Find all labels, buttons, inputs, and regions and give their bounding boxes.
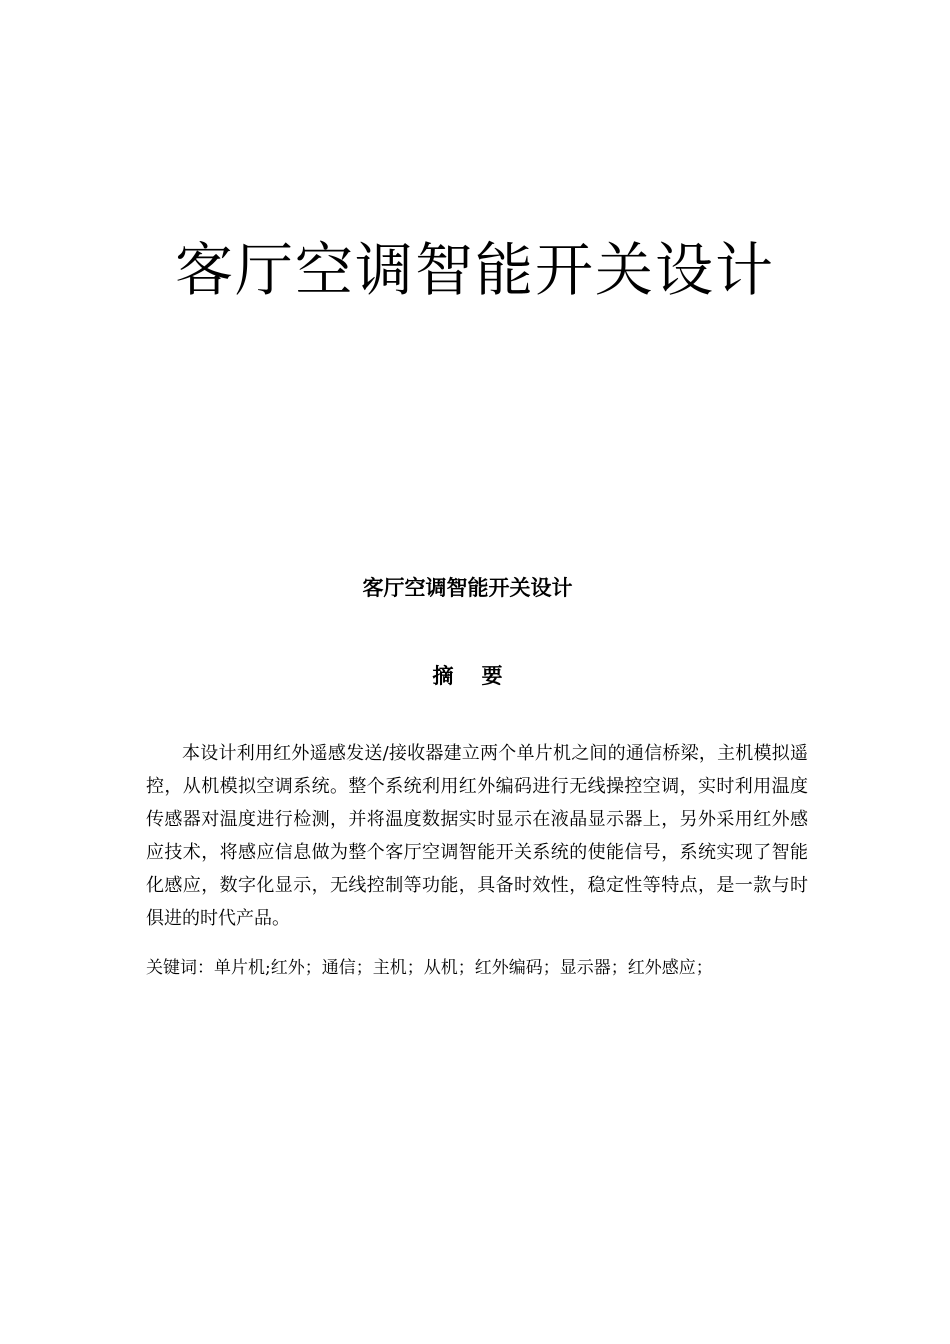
- abstract-heading: 摘要: [432, 664, 531, 688]
- abstract-title: 客厅空调智能开关设计: [362, 576, 573, 600]
- keywords-line: 关键词：单片机;红外；通信；主机；从机；红外编码；显示器；红外感应；: [146, 958, 713, 978]
- abstract-body: 本设计利用红外遥感发送/接收器建立两个单片机之间的通信桥梁，主机模拟遥控，从机模拟空调系统。整个系统利用红外编码进行无线操控空调，实时利用温度传感器对温度进行检测，并将温度数据实时显示在液晶显示器上，另外采用红外感应技术，将感应信息做为整个客厅空调智能开关系统的使能信号，系统实现了智能化感应，数字化显示，无线控制等功能，具备时效性，稳定性等特点，是一款与时俱进的时代产品。: [146, 743, 808, 929]
- cover-title: 客厅空调智能开关设计: [174, 236, 775, 304]
